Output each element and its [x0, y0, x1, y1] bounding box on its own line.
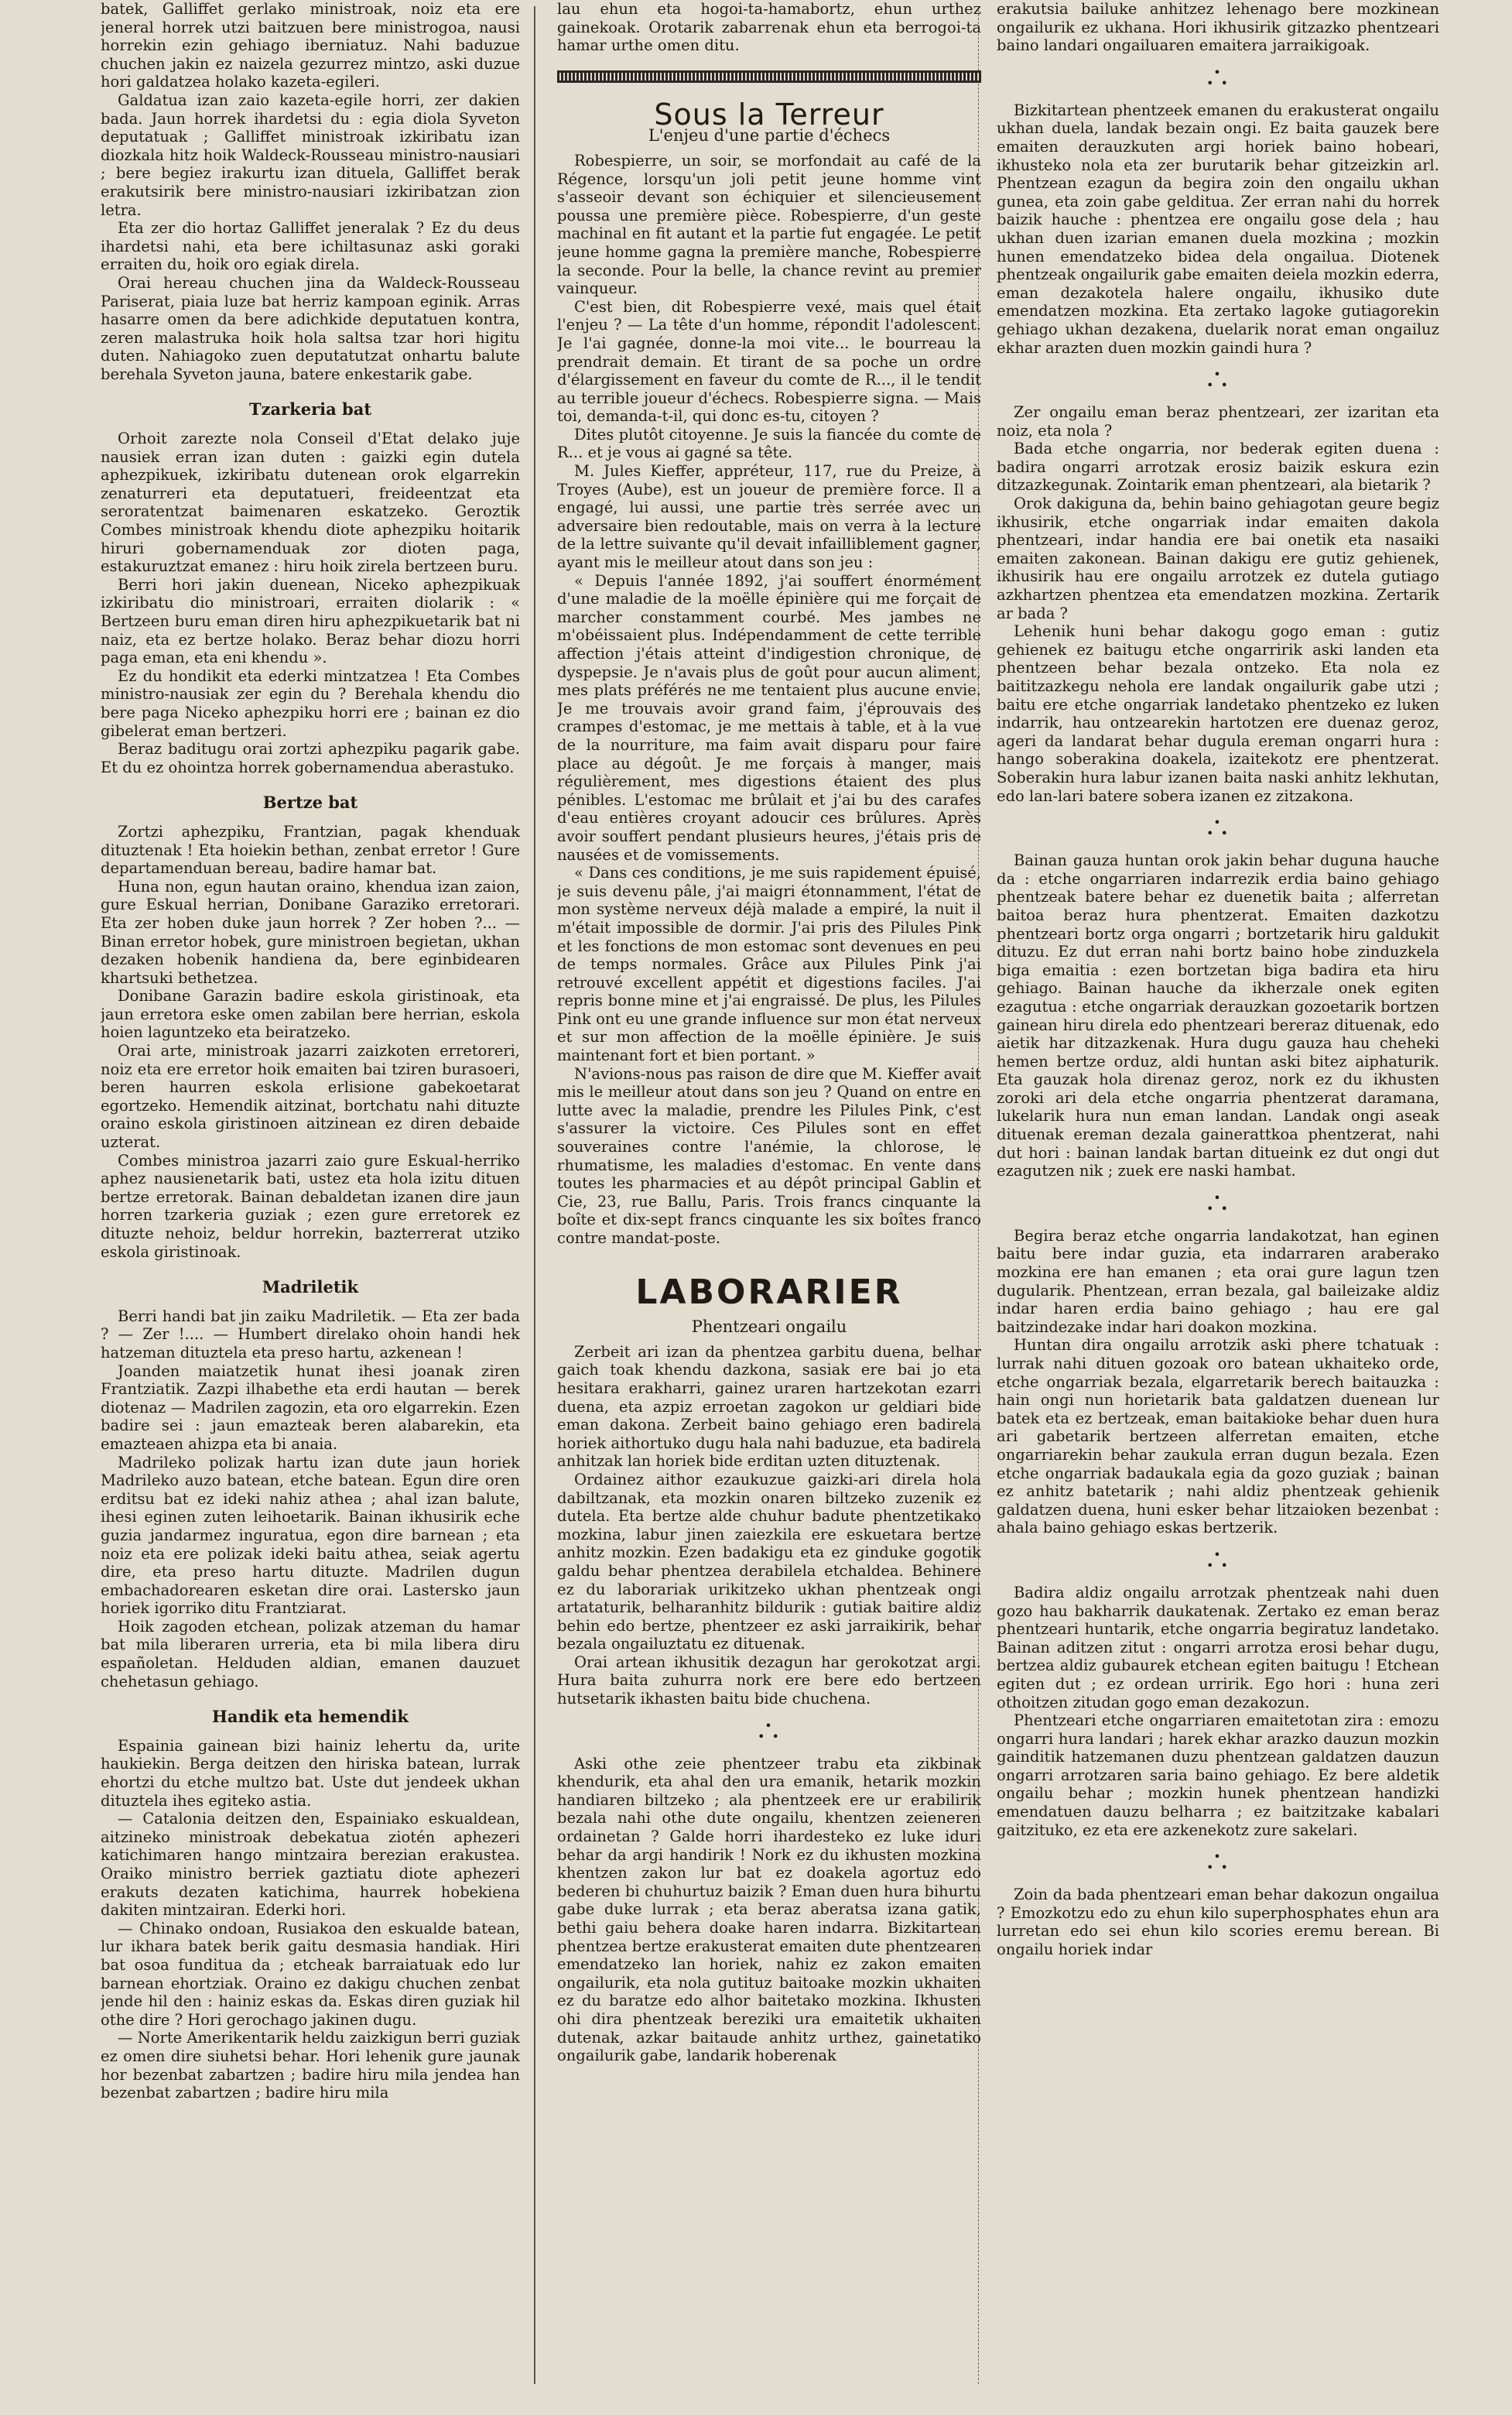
paragraph: C'est bien, dit Robespierre vexé, mais quel était l'enjeu ? — La tête d'un homme, répondit l'adolescent. Je l'ai gagnée, donne-la moi vite... le bourreau la prendrait demain. Et tirant de sa poche un ordre d'élargissement en faveur du comte de R..., il le tendit au terrible joueur d'échecs. Robespierre signa. — Mais toi, demanda-t-il, qui donc es-tu, citoyen ? — [557, 297, 981, 426]
paragraph: « Dans ces conditions, je me suis rapidement épuisé, je suis devenu pâle, j'ai maigri étonnamment, l'état de mon système nerveux déjà malade a empiré, la nuit il m'était impossible de dormir. J'ai pris des Pilules Pink et les fonctions de mon estomac sont devenues en peu de temps normales. Grâce aux Pilules Pink j'ai retrouvé excellent appétit et digestions faciles. J'ai repris bonne mine et j'ai engraissé. De plus, les Pilules Pink ont eu une grande influence sur mon état nerveux et sur mon affection de la moëlle épinière. Je suis maintenant fort et bien portant. » — [557, 864, 981, 1065]
paragraph: Berri handi bat jin zaiku Madriletik. — Eta zer bada ? — Zer !.... — Humbert direlako ohoin handi hek hatzeman dituztela eta preso hartu, azkenean ! — [101, 1307, 520, 1362]
asterism-ornament: • • • — [1206, 815, 1230, 841]
paragraph: Dites plutôt citoyenne. Je suis la fiancée du comte de R... et je vous ai gagné sa tête. — [557, 425, 981, 462]
article-subtitle: L'enjeu d'une partie d'échecs — [648, 126, 891, 146]
paragraph: Badira aldiz ongailu arrotzak phentzeak nahi duen gozo hau bakharrik daukatenak. Zertako ez eman beraz phentzeari huntarik, etche ongarria begiratuz landetako. Bainan aditzen zitut : ongarri arrotza erosi behar dugu, bertzea aldiz gubaurek etchean egiten baitugu ! Etchean egiten dut ; ez ordean urririk. Ego hori : huna zeri othoitzen zitudan gogo eman dezakozun. — [997, 1583, 1439, 1711]
paragraph: Orai hereau chuchen jina da Waldeck-Rousseau Pariserat, piaia luze bat herriz kampoan eginik. Arras hasarre omen da bere adichkide deputatuen kontra, zeren malastruka hoik hola saltsa tzar hori higitu duten. Nahiagoko zuen deputatutzat onhartu balute berehala Syveton jauna, batere enkestarik gabe. — [101, 273, 520, 383]
paragraph: Joanden maiatzetik hunat ihesi joanak ziren Frantziatik. Zazpi ilhabethe eta erdi hautan — berek diotenaz — Madrilen zagozin, eta oro elgarrekin. Ezen badire sei : jaun emazteak beren alabarekin, eta emazteaen ahizpa eta bi anaia. — [101, 1362, 520, 1453]
column-1 — [101, 0, 520, 2392]
paragraph: Zerbeit ari izan da phentzea garbitu duena, belhar gaich toak khendu dazkona, sasiak ere bai jo eta hesitara erakharri, gainez uraren hartzekotan ezarri duena, eta azpiz erroetan zagokon ur geldiari bide eman dakona. Zerbeit baino gehiago eren badirela horiek aithortuko dugu hala nahi baduzue, eta badirela anhitzak lan horiek bide erditan uzten dituztenak. — [557, 1342, 981, 1471]
paragraph: Huntan dira ongailu arrotzik aski phere tchatuak : lurrak nahi dituen gozoak oro batean ukhaiteko orde, etche ongarriak bezala, elgarretarik berech baitauzka : hain ongi nun horietarik bata galdatzen duenean lur batek eta ez bertzeak, eman baitakioke behar duen hura ari gabetarik bertzeen alferretan emaiten, etche ongarriarekin behar zaukula erran dugun bezala. Ezen etche ongarriak badaukala egia da gozo guziak ; bainan ez anhitz batetarik ; nahi aldiz phentzeak gehienik galdatzen duena, huni esker behar litzaioken bezenbat : ahala baino gehiago eskas bertzerik. — [997, 1336, 1439, 1537]
paragraph: Orai arte, ministroak jazarri zaizkoten erretoreri, noiz eta ere erretor hoik emaiten bai tziren burasoeri, beren haurren eskola erlisione gabekoetarat egortzeko. Hemendik aitzinat, bortchatu nahi dituzte oraino eskola giristinoen aitzinean ez diren debaide uzterat. — [101, 1042, 520, 1152]
paragraph: N'avions-nous pas raison de dire que M. Kieffer avait mis le meilleur atout dans son jeu ? Quand on entre en lutte avec la maladie, prendre les Pilules Pink, c'est s'assurer la victoire. Ces Pilules sont en effet souveraines contre l'anémie, la chlorose, le rhumatisme, les maladies d'estomac. En vente dans toutes les pharmacies et au dépôt principal Gablin et Cie, 23, rue Ballu, Paris. Trois francs cinquante la boîte et dix-sept francs cinquante les six boîtes franco contre mandat-poste. — [557, 1064, 981, 1247]
section-banner: LABORARIER — [635, 1272, 903, 1312]
paragraph: Bizkitartean phentzeek emanen du erakusterat ongailu ukhan duela, landak bezain ongi. Ez baita gauzek bere emaiten derauzkuten argi horiek baino hobeari, ikhusteko nola eta zer burutarik behar gitzeizkin arl. Phentzean ezagun da begira zoin den ongailu ukhan gunea, eta zoin gabe gelditua. Zer erran nahi du horrek baizik hauche : phentzea ere ongailu gose dela ; hau ukhan duen izarian emanen duela mozkina ; mozkin hunen emendatzeko bidea dela ongailua. Diotenek phentzeak ongailurik gabe emaiten deiela mozkin ederra, eman dezakotela halere ongailu, ikhusiko dute emendatzen mozkina. Eta zertako lagoke gutiagorekin gehiago ukhan dezakena, duelarik norat eman ongailuz ekhar arazten duen mozkin gaindi hura ? — [997, 101, 1439, 357]
paragraph: — Norte Amerikentarik heldu zaizkigun berri guziak ez omen dire siuhetsi behar. Hori lehenik gure jaunak hor bezenbat zabartzen ; badire hiru mila jendea han bezenbat zabartzen ; badire hiru mila — [101, 2029, 520, 2102]
paragraph: — Catalonia deitzen den, Espainiako eskualdean, aitzineko ministroak debekatua ziotén aphezeri katichimaren hango mintzaira berezian erakustea. Oraiko ministro berriek gaztiatu diote aphezeri erakuts dezaten katichima, haurrek hobekiena dakiten mintzairan. Ederki hori. — [101, 1810, 520, 1920]
asterism-ornament: • • • — [1206, 1547, 1230, 1573]
paragraph: Donibane Garazin badire eskola giristinoak, eta jaun erretora eske omen zabilan bere herrian, eskola hoien laguntzeko eta beiratzeko. — [101, 987, 520, 1042]
section-subtitle: Phentzeari ongailu — [691, 1317, 847, 1337]
column-3 — [997, 0, 1439, 2392]
section-heading: Tzarkeria bat — [248, 399, 372, 420]
paragraph: Eta zer dio hortaz Galliffet jeneralak ? Ez du deus ihardetsi nahi, eta bere ichiltasunaz aski goraki erraiten du, hoik oro egiak direla. — [101, 219, 520, 274]
column-rule — [534, 6, 535, 2384]
paragraph: Berri hori jakin duenean, Niceko aphezpikuak izkiribatu dio ministroari, erraiten diolarik : « Bertzeen buru eman diren hiru aphezpikuetarik bat ni naiz, eta ez bertze holako. Beraz behar diozu horri paga eman, eta eni khendu ». — [101, 575, 520, 667]
paragraph: lau ehun eta hogoi-ta-hamabortz, ehun urthez gainekoak. Orotarik zabarrenak ehun eta berrogoi-ta hamar urthe omen ditu. — [557, 0, 981, 55]
paragraph: Orok dakiguna da, behin baino gehiagotan geure begiz ikhusirik, etche ongarriak indar emaiten dakola phentzeari, indar handia ere bai onetik eta nasaiki emaiten zakonean. Bainan dakigu ere gutiz gehienek, ikhusirik hau ere ongailu arrotzek ez dutela gutiago azkhartzen phentzea eta emendatzen mozkina. Zertarik ar bada ? — [997, 495, 1439, 622]
section-heading: Handik eta hemendik — [212, 1707, 409, 1727]
paragraph: Beraz baditugu orai zortzi aphezpiku pagarik gabe. Et du ez ohointza horrek gobernamendua aberastuko. — [101, 740, 520, 776]
paragraph: Zoin da bada phentzeari eman behar dakozun ongailua ? Emozkotzu edo zu ehun kilo superphosphates ehun ara lurretan edo sei ehun kilo scories eremu berean. Bi ongailu horiek indar — [997, 1886, 1439, 1959]
article-title: Sous la Terreur — [654, 97, 884, 132]
column-2 — [557, 0, 981, 2392]
paragraph: Robespierre, un soir, se morfondait au café de la Régence, lorsqu'un joli petit jeune homme vint s'asseoir devant son échiquier et silencieusement poussa une première pièce. Robespierre, d'un geste machinal en fit autant et la partie fut engagée. Le petit jeune homme gagna la première manche, Robespierre la seconde. Pour la belle, la chance revint au premier vainqueur. — [557, 151, 981, 298]
paragraph: Galdatua izan zaio kazeta-egile horri, zer dakien bada. Jaun horrek ihardetsi du : egia diola Syveton deputatuak ; Galliffet ministroak izkiribatu izan diozkala hitz hoik Waldeck-Rousseau ministro-nausiari ; bere begiez irakurtu izan dituela, Galliffet berak erakutsirik bere ministro-nausiari izkiribatzan zion letra. — [101, 91, 520, 219]
paragraph: Begira beraz etche ongarria landakotzat, han eginen baitu bere indar guzia, eta indarraren araberako mozkina ere han emanen ; eta orai gure lagun tzen dugularik. Phentzean, erran bezala, gal baileizake aldiz indar haren erdia baino gehiago ; hau ere gal baitzindezake indar hari doakon mozkina. — [997, 1226, 1439, 1336]
paragraph: Combes ministroa jazarri zaio gure Eskual-herriko aphez nausienetarik bati, ustez eta hola izitu dituen bertze erretorak. Bainan debaldetan izanen dire jaun horren tzarkeria guziak ; ezen gure erretorek ez dituzte nehoiz, beldur horrekin, bazterrerat utziko eskola giristinoak. — [101, 1151, 520, 1261]
asterism-ornament: • • • — [1206, 1190, 1230, 1216]
paragraph: Orhoit zarezte nola Conseil d'Etat delako juje nausiek erran izan duten : gaizki egin dutela aphezpikuek, izkiribatu dutenean orok elgarrekin zenaturreri eta deputatueri, freideentzat eta seroratentzat baimenaren eskatzeko. Geroztik Combes ministroak khendu diote aphezpiku hoitarik hiruri gobernamenduak zor dioten paga, estakuruztzat emanez : hiru hoik zirela bertzeen buru. — [101, 430, 520, 576]
paragraph: batek, Galliffet gerlako ministroak, noiz eta ere jeneral horrek utzi baitzuen bere ministrogoa, nausi horrekin ezin gehiago iberniatuz. Nahi baduzue chuchen jakin ez naizela gezurrez mintzo, aski duzue hori galdatzea holako kazeta-egileri. — [101, 0, 520, 91]
paragraph: Bainan gauza huntan orok jakin behar duguna hauche da : etche ongarriaren indarrezik erdia baino gehiago phentzeak batere behar ez duenetik baita ; alferretan baitoa beraz hura phentzerat. Emaiten dazkotzu phentzeari bortz orga ongarri ; bortzetarik hiru galdukit dituzu. Ez dut erran nahi bortz baino hobe zinduzkela biga emaitia : ezen bortzetan biga badira eta hiru gehiago. Bainan hauche da ikherzale onek egiten ezagutua : etche ongarriak derauzkan gozoetarik bortzen gainean hiru direla edo phentzeari bereraz dituenak, edo aietik har ditzazkenak. Hura dugu gauza hau cheheki hemen bertze orduz, aldi huntan aski bitez aiphaturik. Eta gauzak hola direnaz geroz, nork ez du ikhusten zoroki ari dela etche ongarria phentzerat daramana, lukelarik hura nun eman landan. Landak ongi aseak dituenak ereman dezala gainerattkoa phentzerat, nahi dut hori : bainan landak bartan ditueink ez dut ongi dut ezagutzen nik ; zuek ere naski hambat. — [997, 851, 1439, 1180]
asterism-ornament: • • • — [1206, 367, 1230, 393]
paragraph: Espainia gainean bizi hainiz lehertu da, urite haukiekin. Berga deitzen den hiriska batean, lurrak ehortzi du etche multzo bat. Uste dut jendeek ukhan dituztela ihes egiteko astia. — [101, 1736, 520, 1810]
paragraph: — Chinako ondoan, Rusiakoa den eskualde batean, lur ikhara batek berik gaitu desmasia handiak. Hiri bat osoa funditua da ; etcheak barraiatuak edo lur barnean ehortziak. Oraino ez dakigu chuchen zenbat jende hil den : hainiz eskas da. Eskas diren guziak hil othe dire ? Hori gerochago jakinen dugu. — [101, 1919, 520, 2029]
paragraph: Hoik zagoden etchean, polizak atzeman du hamar bat mila liberaren urreria, eta bi mila libera diru españoletan. Helduden aldian, emanen dauzuet chehetasun gehiago. — [101, 1617, 520, 1690]
paragraph: Orai artean ikhusitik dezagun har gerokotzat argi. Hura baita zuhurra nork ere bere edo bertzeen hutsetarik ikhasten baitu bide chuchena. — [557, 1653, 981, 1708]
paragraph: Huna non, egun hautan oraino, khendua izan zaion, gure Eskual herrian, Donibane Garaziko erretorari. Eta zer hoben duke jaun horrek ? Zer hoben ?... — Binan erretor hobek, gure ministroen begietan, ukhan dezaken hobenik handiena da, bere eginbidearen khartsuki bethetzea. — [101, 877, 520, 987]
ornamental-divider — [557, 70, 981, 83]
paragraph: Ez du hondikit eta ederki mintzatzea ! Eta Combes ministro-nausiak zer egin du ? Berehala khendu dio bere paga Niceko aphezpiku horri ere ; bainan ez dio gibelerat eman bertzeri. — [101, 666, 520, 740]
asterism-ornament: • • • — [1206, 64, 1230, 91]
paragraph: Ordainez aithor ezaukuzue gaizki-ari direla hola dabiltzanak, eta mozkin onaren biltzeko zuzenik ez dutela. Eta bertze alde chuhur badute phentzetikako mozkina, labur jinen zaiezkila ere eskuetara bertze anhitz mozkin. Ezen badakigu eta ez ginduke gogotik galdu behar phentzea derabilela etchaldea. Behinere ez du laborariak urikitzeko ukhan phentzeak ongi artataturik, belharanhitz bildurik : gutiak baitire aldiz behin edo bertze, phentzeer ez aski jarraikirik, behar bezala ongailuztatu ez dituenak. — [557, 1470, 981, 1653]
paragraph: Bada etche ongarria, nor bederak egiten duena : badira ongarri arrotzak erosiz baizik eskura ezin ditzazkegunak. Zointarik eman phentzeari, ala bietarik ? — [997, 440, 1439, 495]
paragraph: « Depuis l'année 1892, j'ai souffert énormément d'une maladie de la moëlle épinière qui me forçait de marcher constamment courbé. Mes jambes ne m'obéissaient plus. Indépendamment de cette terrible affection j'étais atteint d'indigestion chronique, de dyspepsie. Je n'avais plus de goût pour aucun aliment, mes plats préférés ne me tentaient plus aucune envie. Je me trouvais avoir grand faim, j'éprouvais des crampes d'estomac, je me mettais à table, et à la vue de la nourriture, ma faim avait disparu pour faire place au dégoût. Je me forçais à manger, mais régulièrement, mes digestions étaient des plus pénibles. L'estomac me brûlait et j'ai bu des carafes d'eau entières croyant adoucir ces brûlures. Après avoir souffert pendant plusieurs heures, j'étais pris de nausées et de vomissements. — [557, 571, 981, 864]
section-heading: Madriletik — [262, 1277, 359, 1297]
paragraph: erakutsia bailuke anhitzez lehenago bere mozkinean ongailurik ez ukhana. Hori ikhusirik gitzazko phentzeari baino landari ongailuaren emaitera jarraikigoak. — [997, 0, 1439, 55]
paragraph: Aski othe zeie phentzeer trabu eta zikbinak khendurik, eta ahal den ura emanik, hetarik mozkin handiaren biltzeko ; ala phentzeek ere ur erabilirik bezala nahi othe dute ongailu, khentzen zeieneren ordainetan ? Galde horri ihardesteko ez luke iduri behar da argi handirik ! Nork ez du ikhusten mozkina khentzen zakon lur bat ez doakela agortuz edo bederen bi chuhurtuz baizik ? Eman duen hura bihurtu gabe duke lurrak ; eta beraz aberatsa izana gatik, bethi gaiu behera doake haren indarra. Bizkitartean phentzea bertze erakusterat emaiten dute phentzearen emendatzeko lan horiek, nahiz ez zakon emaiten ongailurik, eta nola gutituz baitoake mozkin ukhaiten ez du baratze edo alhor baitetako mozkina. Ikhusten ohi dira phentzeak bereziki ura emaitetik ukhaiten dutenak, azkar baitaude anhitz urthez, gainetatiko ongailurik gabe, landarik hoberenak — [557, 1754, 981, 2065]
paragraph: Lehenik huni behar dakogu gogo eman : gutiz gehienek ez baitugu etche ongarririk aski landen eta phentzeen behar bezala ontzeko. Eta nola ez baititzazkegu nehola ere landak ongailurik gabe utzi ; baitu ere etche ongarriak landetako phentzeko ez luken indarrik, hau ontzearekin hartotzen ere duenaz geroz, ageri da landarat behar dugula ereman ongarri hura : hango soberakina doakela, izaitekotz ere phentzerat. Soberakin hura labur izanen baita naski anhitz lekhutan, edo lan-lari batere sobera izanen ez zitzakona. — [997, 622, 1439, 805]
paragraph: Zortzi aphezpiku, Frantzian, pagak khenduak dituztenak ! Eta hoiekin bethan, zenbat erretor ! Gure departamenduan bereau, badire hamar bat. — [101, 822, 520, 878]
paragraph: Phentzeari etche ongarriaren emaitetotan zira : emozu ongarri hura landari ; harek ekhar arazko dauzun mozkin gainditik hatzemanen duzu phentzean galdatzen dauzun ongarri arrotzaren saria baino gehiago. Ez bere aldetik ongailu behar ; mozkin hunek phentzean handizki emendatuen dauzu belharra ; ez baitzitzake kabalari gaitzituko, ez eta ere azkenekotz zure sakelari. — [997, 1711, 1439, 1839]
asterism-ornament: • • • — [1206, 1849, 1230, 1875]
paragraph: Zer ongailu eman beraz phentzeari, zer izaritan eta noiz, eta nola ? — [997, 403, 1439, 440]
paragraph: Madrileko polizak hartu izan dute jaun horiek Madrileko auzo batean, etche batean. Egun dire oren erditsu bat ez ideki nahiz athea ; ahal izan balute, ihesi eginen zuten leihoetarik. Bainan ikhusirik eche guzia jandarmez inguratua, egon dire barnean ; eta noiz eta ere polizak ideki baitu athea, seiak agertu dire, eta preso hartu dituzte. Madrilen dugun embachadorearen esketan dire orai. Lastersko jaun horiek igorriko ditu Frantziarat. — [101, 1453, 520, 1618]
section-heading: Bertze bat — [262, 793, 358, 813]
paragraph: M. Jules Kieffer, appréteur, 117, rue du Preize, à Troyes (Aube), est un joueur de première force. Il a engagé, lui aussi, une partie très serrée avec un adversaire bien redoutable, mais on verra à la lecture de la lettre suivante qu'il devait infailliblement gagner, ayant mis le meilleur atout dans son jeu : — [557, 462, 981, 572]
asterism-ornament: • • • — [758, 1718, 781, 1744]
